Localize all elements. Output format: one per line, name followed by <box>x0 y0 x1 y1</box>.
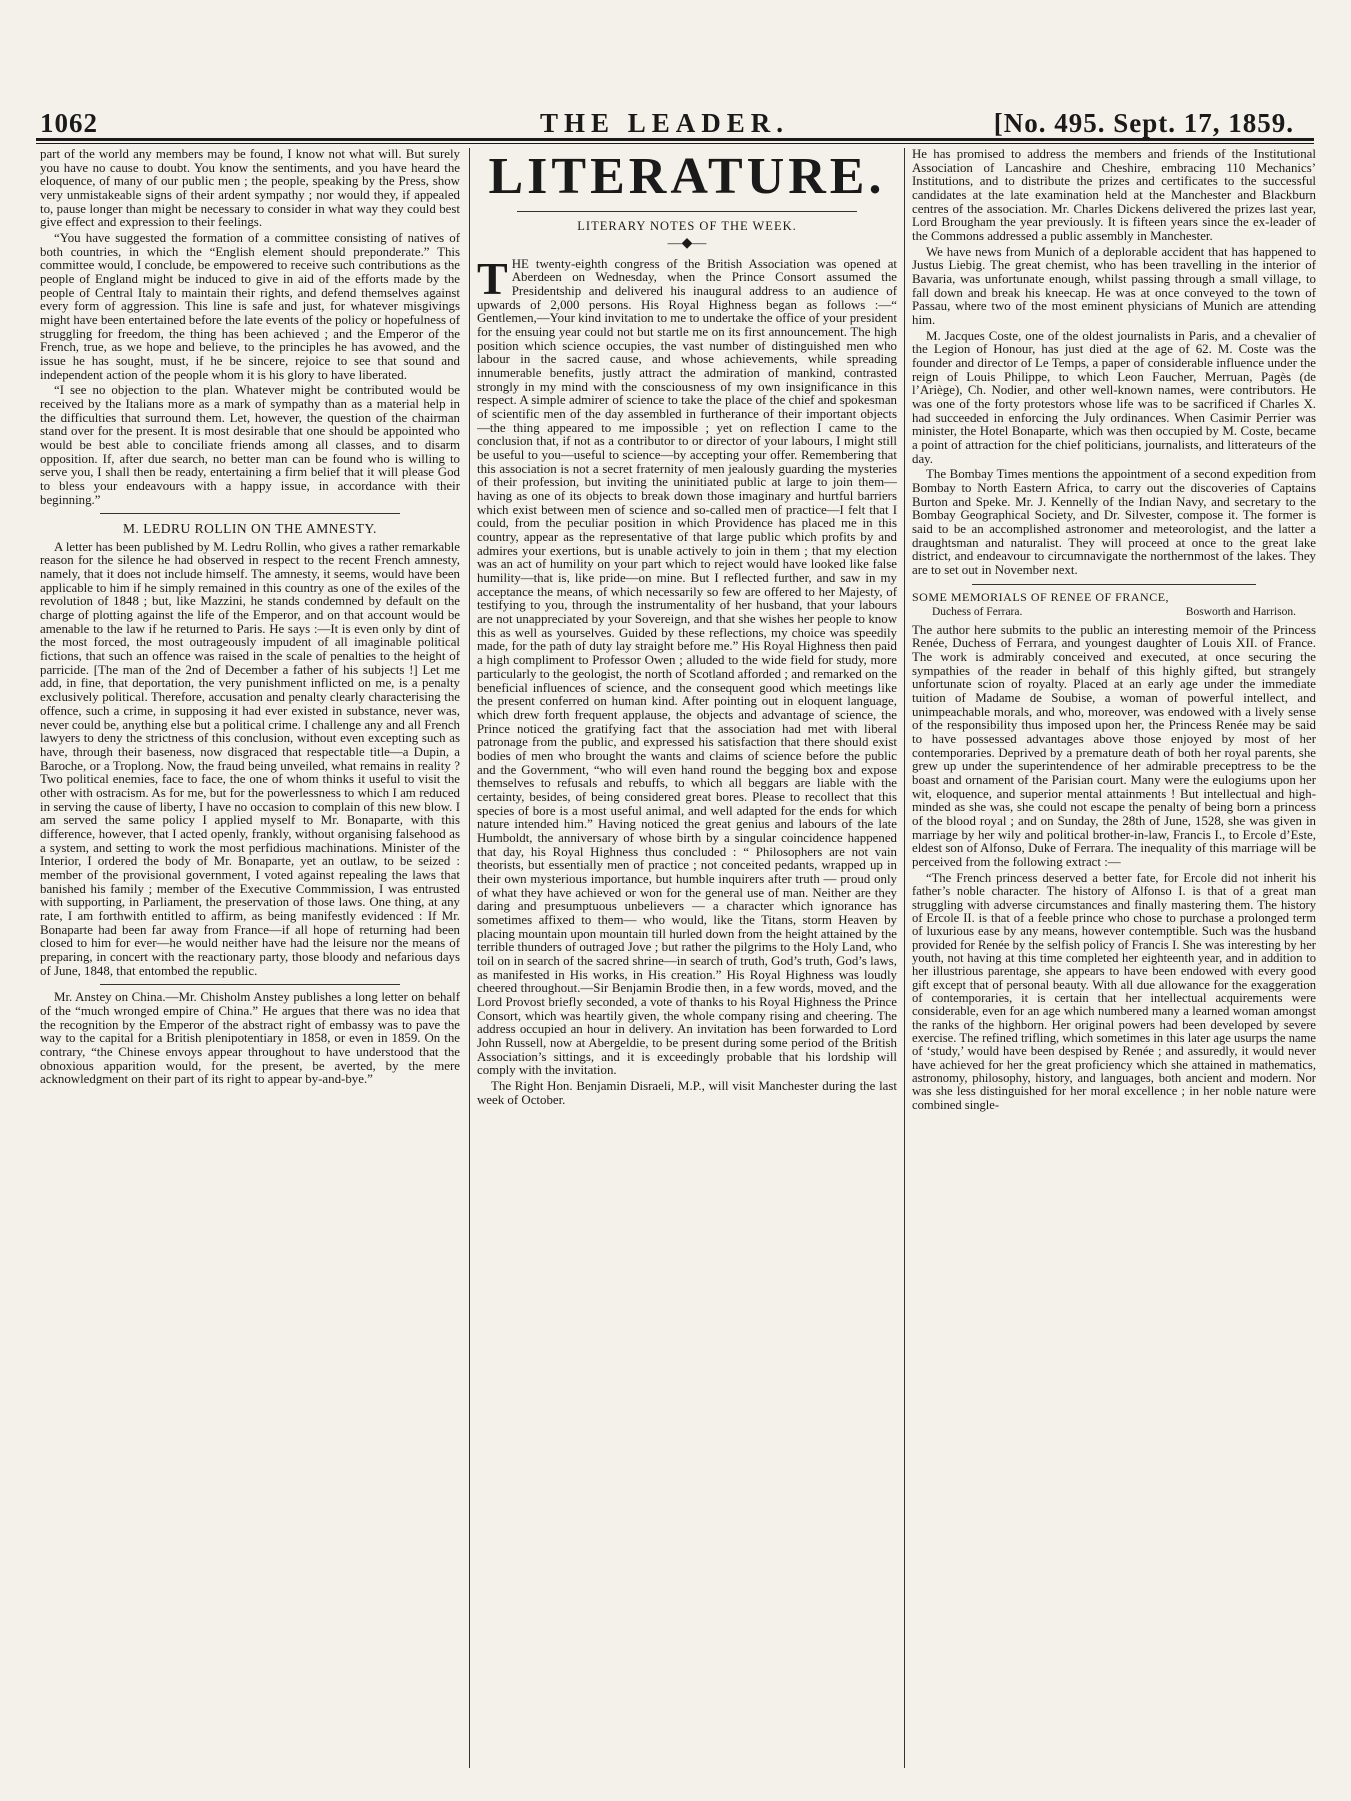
review-publisher: Bosworth and Harrison. <box>1185 605 1296 618</box>
page-number: 1062 <box>40 108 98 138</box>
paragraph: We have news from Munich of a deplorable accident that has happened to Justus Liebig. The great chemist, who has been travelling in the interior of Bavaria, was unfortunate enough, whilst passing through a small village, to fall down and break his kneecap. He was at once conveyed to the town of Passau, where two of the most eminent physicians of Munich are attending him. <box>912 244 1316 328</box>
paragraph: Mr. Anstey on China.—Mr. Chisholm Anstey publishes a long letter on behalf of the “much wronged empire of China.” He argues that there was no idea that the recognition by the Emperor of the abstract right of embassy was to pave the way to the capital for a British plenipotentiary in 1858, or even in 1859. On the contrary, “the Chinese envoys appear throughout to have understood that the obnoxious apparition would, for the present, be averted, by the mere acknowledgment on their part of its right to appear by-and-bye.” <box>40 990 460 1087</box>
paragraph: The author here submits to the public an interesting memoir of the Princess Renée, Duchess of Ferrara, and youngest daughter of Louis XII. of France. The work is admirably conceived and executed, at once securing the sympathies of the reader in behalf of this highly gifted, but strangely unfortunate scion of royalty. Placed at an early age under the immediate tuition of Madame de Soubise, a woman of powerful intellect, and unimpeachable morals, and who, moreover, was endowed with a lively sense of the responsibility thus imposed upon her, the Princess Renée may be said to have possessed advantages above those enjoyed by most of her contemporaries. Deprived by a premature death of both her royal parents, she grew up under the superintendence of her admirable preceptress to be the boast and ornament of the Parisian court. Many were the eulogiums upon her wit, eloquence, and superior mental attainments ! But intellectual and high-minded as she was, she could not escape the penalty of being born a princess of the blood royal ; and on Sunday, the 28th of June, 1528, she was given in marriage by her wily and political brother-in-law, Francis I., to Ercole d’Este, eldest son of Alfonso, Duke of Ferrara. The inequality of this marriage will be perceived from the following extract :— <box>912 622 1316 870</box>
header-rule <box>36 138 1314 141</box>
review-title: SOME MEMORIALS OF RENEE OF FRANCE, <box>912 589 1170 604</box>
column-divider <box>469 148 470 1768</box>
issue-date: [No. 495. Sept. 17, 1859. <box>993 108 1294 138</box>
paragraph-text: HE twenty-eighth congress of the British Association was opened at Aberdeen on Wednesday, when the Prince Consort assumed the Presidentship and delivered his inaugural address to an audience of upwards of 2,000 persons. His Royal Highness began as follows :—“ Gentlemen,—Your kind invitation to me to undertake the office of your president for the ensuing year could not but startle me on its first announcement. The high position which science occupies, the vast number of distinguished men who labour in the sacred cause, and whose achievements, while spreading innumerable benefits, justly attract the admiration of mankind, contrasted strongly in my mind with the consciousness of my own insignificance in this respect. A simple admirer of science to take the place of the chief and spokesman of scientific men of the day assembled in furtherance of their important objects —the thing appeared to me impossible ; yet on reflection I came to the conclusion that, if not as a contributor to or director of your labours, I might still be useful to you—useful to science—by accepting your offer. Remembering that this association is not a secret fraternity of men jealously guarding the mysteries of their profession, but inviting the uninitiated public at large to join them—having as one of its objects to break down those imaginary and hurtful barriers which exist between men of science and so-called men of practice—I felt that I could, from the peculiar position in which Providence has placed me in this country, appear as the representative of that large public which profits by and admires your exertions, but is unable actively to join in them ; that my election was an act of humility on your part which to reject would have looked like false humility—that is, like pride—on mine. But I reflected further, and saw in my acceptance the means, of which necessarily so few are offered to her Majesty, of testifying to you, through the instrumentality of her husband, that your labours are not unappreciated by your Sovereign, and that she wishes her people to know this as well as yourselves. Guided by these reflections, my choice was speedily made, for the path of duty lay straight before me.” His Royal Highness then paid a high compliment to Professor Owen ; alluded to the wide field for study, more particularly to the geologist, the north of Scotland afforded ; and remarked on the beneficial influences of science, and the consequent good which meetings like the present conferred on human kind. After pointing out in eloquent language, which drew forth frequent applause, the objects and advantage of science, the Prince noticed the gratifying fact that the association had met with liberal patronage from the public, and expressed his satisfaction that there should exist bodies of men who brought the wants and claims of science before the public and the Government, “who will even hand round the begging box and expose themselves to refusals and rebuffs, to which all beggars are liable with the certainty, besides, of being considered great bores. Please to recollect that this species of bore is a most useful animal, and well adapted for the ends for which nature intended him.” Having noticed the great genius and labours of the late Humboldt, the anniversary of whose birth by a singular coincidence happened that day, his Royal Highness thus concluded : “ Philosophers are not vain theorists, but essentially men of practice ; not conceited pedants, wrapped up in their own mysterious importance, but humble inquirers after truth — proud only of what they have achieved or won for the general use of man. Neither are they daring and presumptuous unbelievers — a character which ignorance has sometimes affixed to them— who would, like the Titans, storm Heaven by placing mountain upon mountain till hurled down from the height attained by the terrible thunders of outraged Jove ; but rather the pilgrims to the Holy Land, who toil on in search of the sacred shrine—in search of truth, God’s truth, God’s laws, as manifested in His works, in His creation.” His Royal Highness was loudly cheered throughout.—Sir Benjamin Brodie then, in a few words, moved, and the Lord Provost briefly seconded, a vote of thanks to his Royal Highness the Prince Consort, which was heartily given, the whole company rising and cheering. The address occupied an hour in delivery. An invitation has been forwarded to Lord John Russell, now at Abergeldie, to be present during some period of the British Association’s sittings, and it is exceedingly probable that his lordship will comply with the invitation. <box>477 256 897 1078</box>
paragraph: part of the world any members may be found, I know not what will. But surely you have no cause to doubt. You know the sentiments, and you have heard the eloquence, of many of our public men ; the people, speaking by the Press, show very unmistakeable signs of their ardent sympathy ; nor would they, if appealed to, pause longer than might be necessary to consider in what way they could best give effect and expression to their feelings. <box>40 148 460 230</box>
section-subtitle: LITERARY NOTES OF THE WEEK. <box>577 218 797 233</box>
quotation: “The French princess deserved a better fate, for Ercole did not inherit his father’s noble character. The history of Alfonso I. is that of a great man struggling with adverse circumstances and finally mastering them. The history of Ercole II. is that of a feeble prince who chose to purchase a prolonged term of luxurious ease by any means, however contemptible. Such was the husband provided for Renée by the selfish policy of Francis I. She was interesting by her youth, not having at this time completed her eighteenth year, and in addition to her illustrious parentage, she appears to have been endowed with every good gift except that of personal beauty. With all due allowance for the exaggeration of contemporaries, it is certain that her intellectual acquirements were considerable, even for an age which numbered many a learned woman amongst the ranks of the highborn. Her original powers had been developed by severe exercise. The refined trifling, which sometimes in this later age usurps the name of ‘study,’ would have been despised by Renée ; and assuredly, it would never have achieved for her the great proficiency which she attained in mathematics, astronomy, philosophy, history, and languages, both ancient and modern. Nor was she less distinguished for her moral excellence ; in her noble nature were combined single- <box>912 870 1316 1112</box>
column-middle <box>477 148 897 1768</box>
paragraph: “I see no objection to the plan. Whatever might be contributed would be received by the Italians more as a mark of sympathy than as a material help in the difficulties that surround them. Let, however, the question of the chairman stand over for the present. It is most desirable that one should be appointed who would be best able to conciliate friends among all classes, and to disarm opposition. If, after due search, no better man can be found who is willing to serve you, I shall then be ready, entertaining a firm belief that it will please God to bless your endeavours with a happy issue, in accordance with their beginning.” <box>40 383 460 507</box>
paragraph: “You have suggested the formation of a committee consisting of natives of both countries, in which the “English element should preponderate.” This committee would, I conclude, be empowered to receive such contributions as the people of England might be induced to give in aid of the efforts made by the people of Central Italy to maintain their rights, and defend themselves against every form of aggression. This line is safe and just, for whatever misgivings might have been entertained before the late events of the policy or hopefulness of struggling for freedom, the thing has been achieved ; and the Emperor of the French, true, as we hope and believe, to the principles he has avowed, and the issue he has sought, must, if he be sincere, rejoice to see that sound and independent action of the people whom it is his glory to have liberated. <box>40 231 460 382</box>
section-rule <box>517 211 857 212</box>
review-byline <box>932 606 1296 618</box>
header-rule-thin <box>36 143 1314 144</box>
paragraph <box>477 252 897 1078</box>
drop-cap: T <box>477 252 508 304</box>
column-divider <box>904 148 905 1768</box>
paragraph: The Bombay Times mentions the appointment of a second expedition from Bombay to North Eastern Africa, to carry out the discoveries of Captains Burton and Speke. Mr. J. Kennelly of the Indian Navy, and secretary to the Bombay Geographical Society, and Dr. Silvester, compose it. The former is said to be an accomplished astronomer and meteorologist, and the latter a draughtsman and naturalist. They will proceed at once to the great lake district, and endeavour to circumnavigate the northernmost of the lakes. They are to set out in November next. <box>912 467 1316 578</box>
paragraph: A letter has been published by M. Ledru Rollin, who gives a rather remarkable reason for the silence he had observed in respect to the recent French amnesty, namely, that it does not include himself. The amnesty, it seems, would have been applicable to him if he simply remained in this country as one of the exiles of the revolution of 1848 ; but, like Mazzini, he stands condemned by default on the charge of plotting against the life of the Emperor, and on that account would be amenable to the law if he returned to Paris. He says :—It is even only by dint of the most forced, the most outrageously impudent of all imaginable political fictions, that such an offence was raised in the scale of penalties to the height of parricide. [The man of the 2nd of December a father of his subjects !] Let me add, in fine, that deportation, the very punishment inflicted on me, is a penalty exclusively political. Therefore, accusation and penalty clearly characterising the offence, such a crime, in supposing it had ever existed in substance, never was, never could be, anything else but a political crime. I challenge any and all French lawyers to deny the strictness of this conclusion, without even excepting such as have, through their baseness, now disgraced that respectable title—a Dupin, a Baroche, or a Troplong. Now, the fraud being unveiled, what remains in reality ? Two political enemies, face to face, the one of whom thinks it useful to visit the other with ostracism. As for me, but for the powerlessness to which I am reduced in serving the cause of liberty, I have no occasion to complain of this new blow. I am served the same policy I applied myself to Mr. Bonaparte, with this difference, however, that I acted openly, frankly, without organising falsehood as a system, and setting to work the most perfidious machinations. Minister of the Interior, I ordered the body of Mr. Bonaparte, yet an outlaw, to be seized : member of the provisional government, I voted against repealing the laws that banished his family ; member of the Executive Commmission, I was entrusted with supporting, in Parliament, the preservation of those laws. One thing, at any rate, I am forthwith entitled to affirm, as being manifestly evidenced : If Mr. Bonaparte had been far away from France—if all hope of returning had been closed to him for ever—he would neither have had the leisure nor the means of preparing, in concert with the reactionary party, those bloody and nefarious days of June, 1848, that entombed the republic. <box>40 539 460 978</box>
section-rule <box>100 984 400 985</box>
column-left <box>40 148 460 1768</box>
paragraph: The Right Hon. Benjamin Disraeli, M.P., will visit Manchester during the last week of October. <box>477 1078 897 1107</box>
section-rule <box>972 584 1256 585</box>
column-right <box>912 148 1316 1768</box>
paragraph: M. Jacques Coste, one of the oldest journalists in Paris, and a chevalier of the Legion of Honour, has just died at the age of 62. M. Coste was the founder and director of Le Temps, a paper of considerable influence under the reign of Louis Philippe, to which Leon Faucher, Merruan, Pagès (de l’Ariège), Ch. Nodier, and other well-known names, were contributors. He was one of the forty protestors whose life was to be sacrificed if Charles X. had succeeded in enforcing the July ordinances. When Casimir Perrier was minister, the Hotel Bonaparte, which was then occupied by M. Coste, became a point of attraction for the chief politicians, journalists, and litterateurs of the day. <box>912 328 1316 466</box>
section-rule <box>100 513 400 514</box>
newspaper-title: THE LEADER. <box>540 108 790 138</box>
review-author: Duchess of Ferrara. <box>932 605 1023 618</box>
ornament-divider: —◆— <box>667 235 707 251</box>
section-title: LITERATURE. <box>488 148 886 205</box>
running-header <box>0 108 1351 148</box>
paragraph: He has promised to address the members and friends of the Institutional Association of Lancashire and Cheshire, embracing 110 Mechanics’ Institutions, and to distribute the prizes and certificates to the successful candidates at the late examination held at the Manchester and Blackburn centres of the association. Mr. Charles Dickens delivered the prizes last year, Lord Brougham the year previously. It is fifteen years since the ex-leader of the Commons addressed a public assembly in Manchester. <box>912 148 1316 244</box>
article-heading: M. LEDRU ROLLIN ON THE AMNESTY. <box>123 521 377 537</box>
